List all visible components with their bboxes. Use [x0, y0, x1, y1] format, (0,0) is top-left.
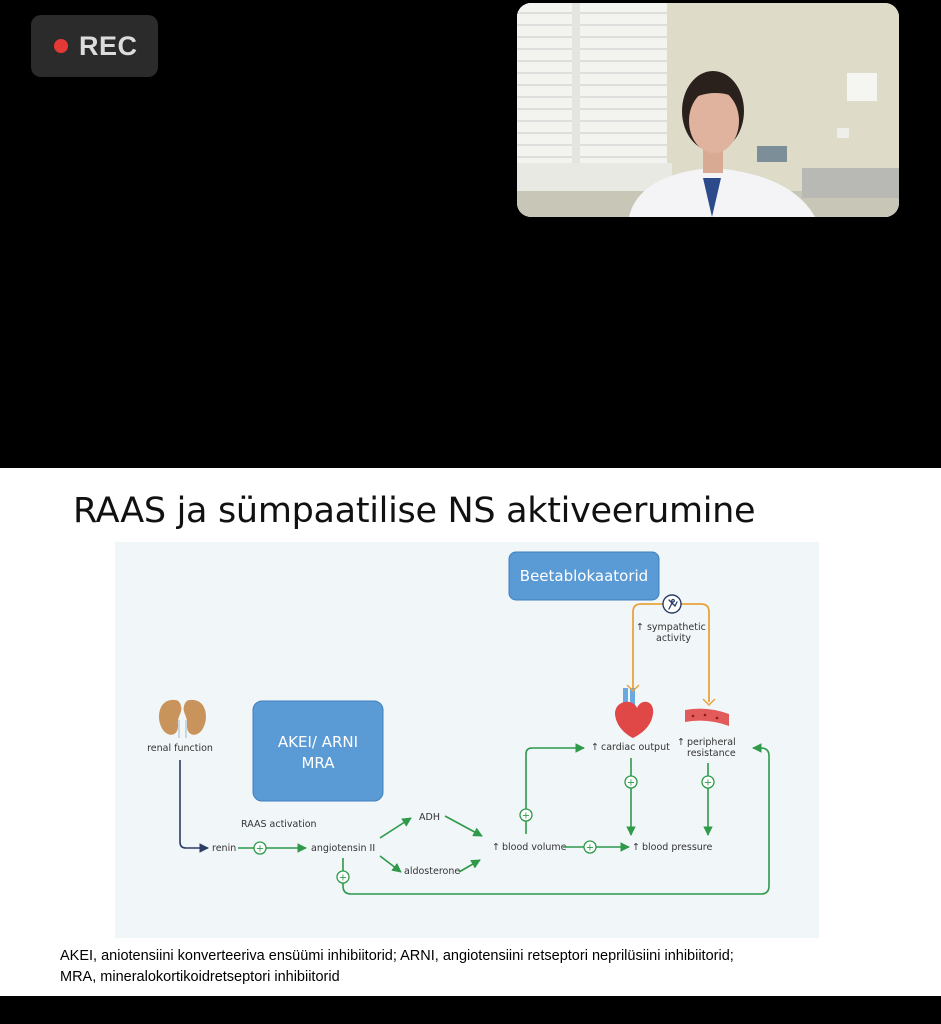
beta-blocker-label: Beetablokaatorid — [519, 567, 649, 585]
plus-text: + — [338, 872, 348, 884]
renin-label: renin — [212, 843, 237, 854]
mra-label: MRA — [301, 754, 335, 772]
recording-label: REC — [79, 30, 138, 61]
blood-volume-label — [492, 842, 567, 853]
blood-pressure-label — [632, 842, 713, 853]
activity-label: activity — [656, 633, 692, 644]
slide-footnote — [60, 946, 880, 988]
resistance-label: resistance — [687, 748, 736, 759]
up-arrow-icon: ↑ — [636, 622, 644, 633]
presenter-video[interactable] — [517, 3, 899, 217]
peripheral-text: peripheral — [686, 737, 736, 748]
sympathetic-activity-label — [636, 622, 706, 633]
blood-volume-text: blood volume — [501, 842, 567, 853]
sympathetic-text: sympathetic — [646, 622, 706, 633]
plus-text: + — [255, 843, 265, 855]
renal-function-label: renal function — [147, 743, 213, 754]
recording-indicator — [31, 15, 158, 77]
footnote-line-1: AKEI, aniotensiini konverteeriva ensüümi inhibiitorid; ARNI, angiotensiini retseptori neprilüsiini inhibiitorid; — [60, 948, 734, 964]
bottom-bar — [0, 996, 941, 1024]
up-arrow-icon: ↑ — [492, 842, 500, 853]
adh-label: ADH — [419, 812, 440, 823]
plus-text: + — [626, 777, 636, 789]
cardiac-output-label — [591, 742, 670, 753]
cardiac-output-text: cardiac output — [600, 742, 670, 753]
blood-pressure-text: blood pressure — [641, 842, 713, 853]
record-dot-icon — [54, 39, 68, 53]
slide-title: RAAS ja sümpaatilise NS aktiveerumine — [73, 491, 756, 531]
plus-text: + — [585, 842, 595, 854]
akei-arni-box — [253, 701, 383, 801]
raas-diagram — [115, 542, 819, 938]
up-arrow-icon: ↑ — [677, 737, 685, 748]
akei-arni-label: AKEI/ ARNI — [277, 733, 359, 751]
slide — [0, 468, 941, 996]
footnote-line-2: MRA, mineralokortikoidretseptori inhibiitorid — [60, 969, 340, 985]
raas-activation-label: RAAS activation — [241, 819, 317, 830]
aldosterone-label: aldosterone — [404, 866, 461, 877]
plus-text: + — [703, 777, 713, 789]
angiotensin-label: angiotensin II — [311, 843, 376, 854]
up-arrow-icon: ↑ — [591, 742, 599, 753]
running-person-icon — [663, 595, 681, 613]
up-arrow-icon: ↑ — [632, 842, 640, 853]
plus-text: + — [521, 810, 531, 822]
presenter-video-frame — [517, 3, 899, 217]
